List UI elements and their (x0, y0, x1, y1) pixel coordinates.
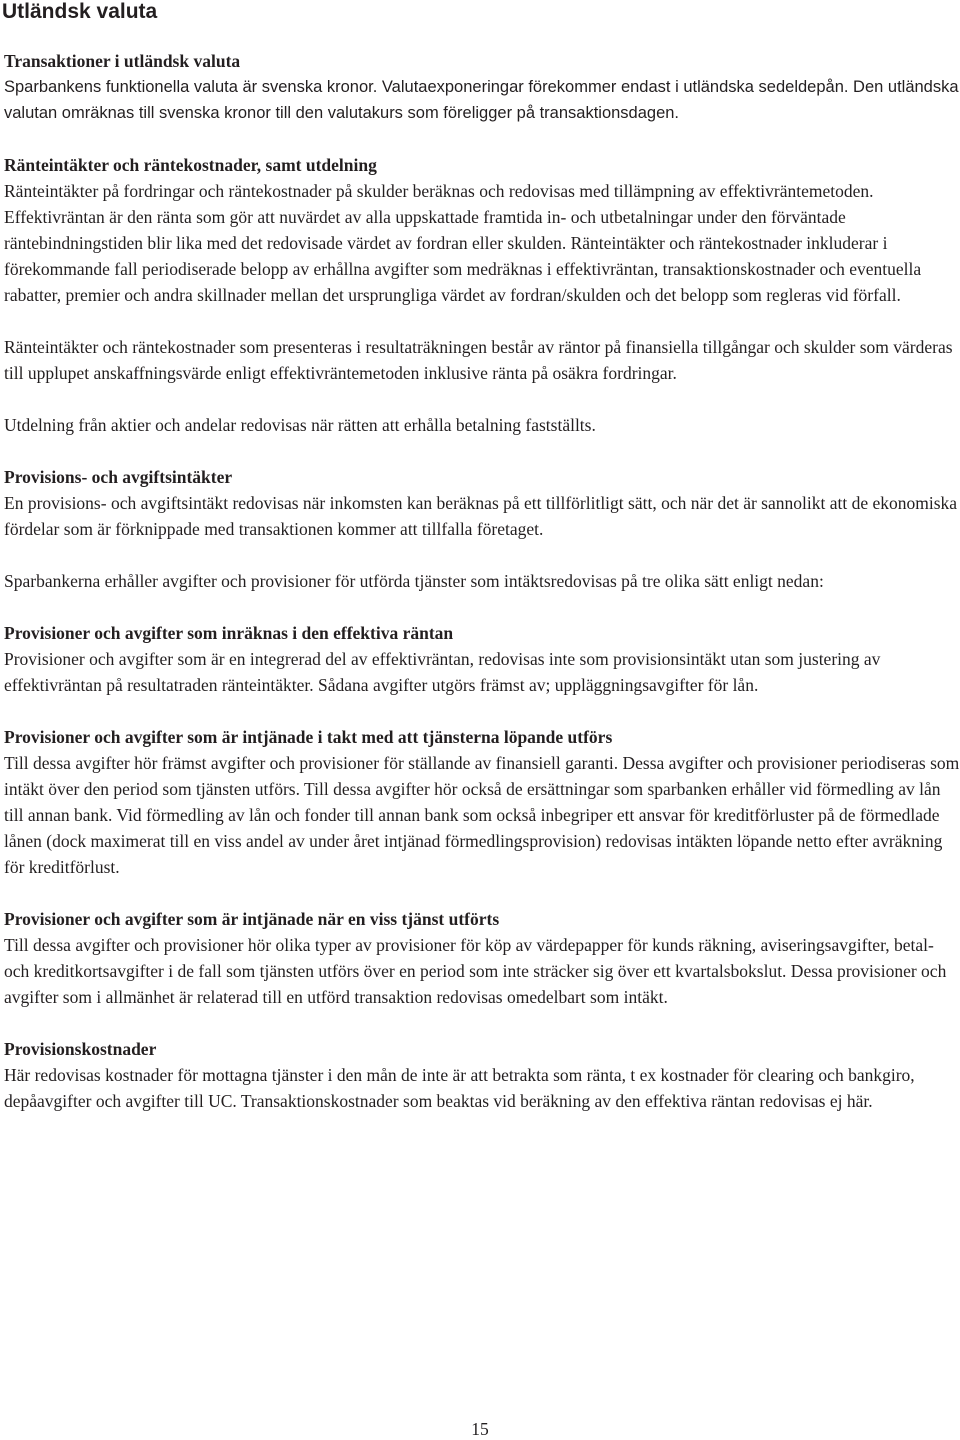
section-heading: Provisioner och avgifter som är intjänade i takt med att tjänsterna löpande utförs (4, 727, 613, 747)
section-gap (4, 126, 960, 152)
section-heading: Provisioner och avgifter som inräknas i den effektiva räntan (4, 623, 454, 643)
section-paragraph: Till dessa avgifter och provisioner hör olika typer av provisioner för köp av värdepapper för kunds räkning, aviseringsavgifter, betal- och kreditkortsavgifter i de fall som tjänsten utförs över en period som inte sträcker sig över ett kvartalsbokslut. Dessa provisioner och avgifter som i allmänhet är relaterad till en utförd transaktion redovisas omedelbart som intäkt. (4, 935, 947, 1007)
document-body (4, 48, 960, 1114)
page-number: 15 (471, 1419, 489, 1439)
section-paragraph: Till dessa avgifter hör främst avgifter och provisioner för ställande av finansiell garanti. Dessa avgifter och provisioner periodiseras som intäkt över den period som tjänsten utförs. Till dessa avgifter hör också de ersättningar som sparbanken erhåller vid förmedling av lån till annan bank. Vid förmedling av lån och fonder till annan bank som också inbegriper ett ansvar för kreditförluster på de förmedlade lånen (dock maximerat till en viss andel av under året intjänad förmedlingsprovision) redovisas intäkten löpande netto efter avräkning för kreditförlust. (4, 753, 960, 877)
section-paragraph: Sparbankerna erhåller avgifter och provisioner för utförda tjänster som intäktsredovisas på tre olika sätt enligt nedan: (4, 571, 824, 591)
section-paragraph: Sparbankens funktionella valuta är svenska kronor. Valutaexponeringar förekommer endast i utländska sedeldepån. Den utländska valutan omräknas till svenska kronor till den valutakurs som föreligger på transaktionsdagen. (4, 78, 959, 122)
section-heading: Provisioner och avgifter som är intjänade när en viss tjänst utförts (4, 909, 500, 929)
section-paragraph: Ränteintäkter på fordringar och räntekostnader på skulder beräknas och redovisas med tillämpning av effektivräntemetoden. Effektivräntan är den ränta som gör att nuvärdet av alla uppskattade framtida in- och utbetalningar under den förväntade räntebindningstiden blir lika med det redovisade värdet av fordran eller skulden. Ränteintäkter och räntekostnader inkluderar i förekommande fall periodiserade belopp av erhållna avgifter som medräknas i effektivräntan, transaktionskostnader och eventuella rabatter, premier och andra skillnader mellan det ursprungliga värdet av fordran/skulden och det belopp som regleras vid förfall. (4, 181, 922, 305)
section-paragraph: Utdelning från aktier och andelar redovisas när rätten att erhålla betalning fastställts. (4, 415, 596, 435)
section-paragraph: Här redovisas kostnader för mottagna tjänster i den mån de inte är att betrakta som ränta, t ex kostnader för clearing och bankgiro, depåavgifter och avgifter till UC. Transaktionskostnader som beaktas vid beräkning av den effektiva räntan redovisas ej här. (4, 1065, 915, 1111)
section-heading: Ränteintäkter och räntekostnader, samt utdelning (4, 155, 377, 175)
document-title: Utländsk valuta (2, 0, 158, 23)
section-heading: Transaktioner i utländsk valuta (4, 51, 241, 71)
section-heading: Provisions- och avgiftsintäkter (4, 467, 233, 487)
section-paragraph: Provisioner och avgifter som är en integrerad del av effektivräntan, redovisas inte som provisionsintäkt utan som justering av effektivräntan på resultatraden ränteintäkter. Sådana avgifter utgörs främst av; uppläggningsavgifter för lån. (4, 649, 881, 695)
section-paragraph: Ränteintäkter och räntekostnader som presenteras i resultaträkningen består av räntor på finansiella tillgångar och skulder som värderas till upplupet anskaffningsvärde enligt effektivräntemetoden inklusive ränta på osäkra fordringar. (4, 337, 953, 383)
section-heading: Provisionskostnader (4, 1039, 157, 1059)
section-paragraph: En provisions- och avgiftsintäkt redovisas när inkomsten kan beräknas på ett tillförlitligt sätt, och när det är sannolikt att de ekonomiska fördelar som är förknippade med transaktionen kommer att tillfalla företaget. (4, 493, 958, 539)
